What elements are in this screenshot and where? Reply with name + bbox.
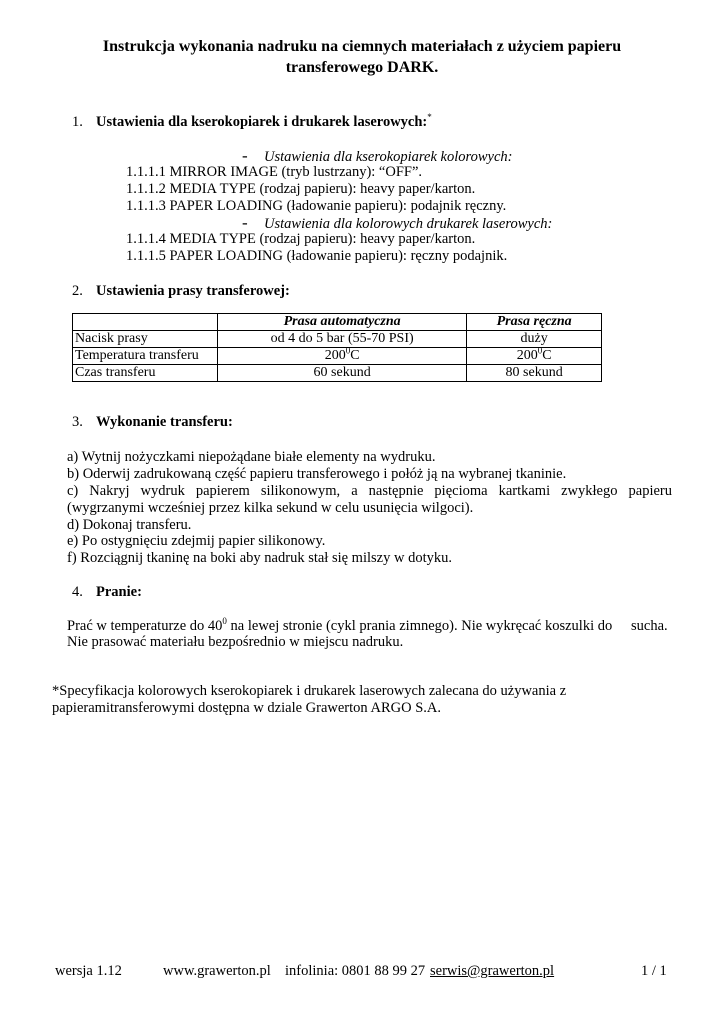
row-label: Czas transferu	[73, 365, 218, 382]
title-line-2: transferowego DARK.	[285, 59, 439, 76]
list-item: d) Dokonaj transferu.	[67, 517, 192, 533]
section-2-heading: 2. Ustawienia prasy transferowej:	[72, 283, 290, 299]
cell-auto: od 4 do 5 bar (55-70 PSI)	[218, 331, 467, 348]
list-item: c) Nakryj wydruk papierem silikonowym, a następnie pięcioma kartkami zwykłego papieru (wygrzanymi wcześniej przez kilka sekund w celu usunięcia wilgoci).	[67, 483, 672, 516]
list-item: f) Rozciągnij tkaninę na boki aby nadruk stał się milszy w dotyku.	[67, 550, 452, 566]
table-header-auto: Prasa automatyczna	[218, 314, 467, 331]
list-item: 1.1.1.1 MIRROR IMAGE (tryb lustrzany): “OFF”.	[126, 164, 423, 180]
footnote-marker: *	[427, 112, 432, 123]
footer-page-number: 1 / 1	[641, 963, 667, 979]
section-1-heading: 1. Ustawienia dla kserokopiarek i drukarek laserowych:*	[72, 112, 432, 130]
footer-hotline: infolinia: 0801 88 99 27	[285, 963, 426, 979]
washing-paragraph-2: Nie prasować materiału bezpośrednio w miejscu nadruku.	[67, 634, 404, 650]
title-line-1: Instrukcja wykonania nadruku na ciemnych materiałach z użyciem papieru	[102, 38, 622, 55]
list-item: 1.1.1.3 PAPER LOADING (ładowanie papieru): podajnik ręczny.	[126, 198, 507, 214]
table-header-row	[73, 314, 602, 331]
section-4-heading: 4. Pranie:	[72, 584, 142, 600]
row-label: Temperatura transferu	[73, 348, 218, 365]
washing-paragraph-1: Prać w temperaturze do $40^0$ na lewej stronie (cykl prania zimnego). Nie wykręcać koszulki do	[67, 616, 613, 634]
subheading-printers: - Ustawienia dla kolorowych drukarek laserowych:	[242, 213, 553, 232]
row-label: Nacisk prasy	[73, 331, 218, 348]
list-item: a) Wytnij nożyczkami niepożądane białe elementy na wydruku.	[67, 449, 436, 465]
table-row	[73, 331, 602, 348]
press-settings-table	[72, 313, 602, 382]
list-item: 1.1.1.4 MEDIA TYPE (rodzaj papieru): heavy paper/karton.	[126, 231, 476, 247]
table-row	[73, 365, 602, 382]
footnote-line-2: papieramitransferowymi dostępna w dziale Grawerton ARGO S.A.	[52, 700, 441, 716]
cell-manual: duży	[467, 331, 602, 348]
footnote-line-1: *Specyfikacja kolorowych kserokopiarek i drukarek laserowych zalecana do używania z	[52, 683, 567, 699]
footer-email-link[interactable]: serwis@grawerton.pl	[430, 963, 555, 979]
list-item: e) Po ostygnięciu zdejmij papier silikonowy.	[67, 533, 326, 549]
cell-manual: $200^0C$	[467, 348, 602, 365]
list-item: 1.1.1.2 MEDIA TYPE (rodzaj papieru): heavy paper/karton.	[126, 181, 476, 197]
cell-auto: 60 sekund	[218, 365, 467, 382]
section-1-title: Ustawienia dla kserokopiarek i drukarek laserowych:	[96, 114, 428, 130]
cell-auto: $200^0C$	[218, 348, 467, 365]
table-header-manual: Prasa ręczna	[467, 314, 602, 331]
table-header-empty	[73, 314, 218, 331]
subheading-copiers: - Ustawienia dla kserokopiarek kolorowych:	[242, 146, 513, 165]
section-3-heading: 3. Wykonanie transferu:	[72, 414, 233, 430]
footer-version: wersja 1.12	[55, 963, 122, 979]
document-title	[40, 36, 684, 78]
footer-website-link[interactable]: www.grawerton.pl	[163, 963, 271, 979]
list-item: 1.1.1.5 PAPER LOADING (ładowanie papieru): ręczny podajnik.	[126, 248, 508, 264]
table-row	[73, 348, 602, 365]
washing-paragraph-1-end: sucha.	[631, 618, 668, 634]
cell-manual: 80 sekund	[467, 365, 602, 382]
list-item: b) Oderwij zadrukowaną część papieru transferowego i połóż ją na wybranej tkaninie.	[67, 466, 567, 482]
